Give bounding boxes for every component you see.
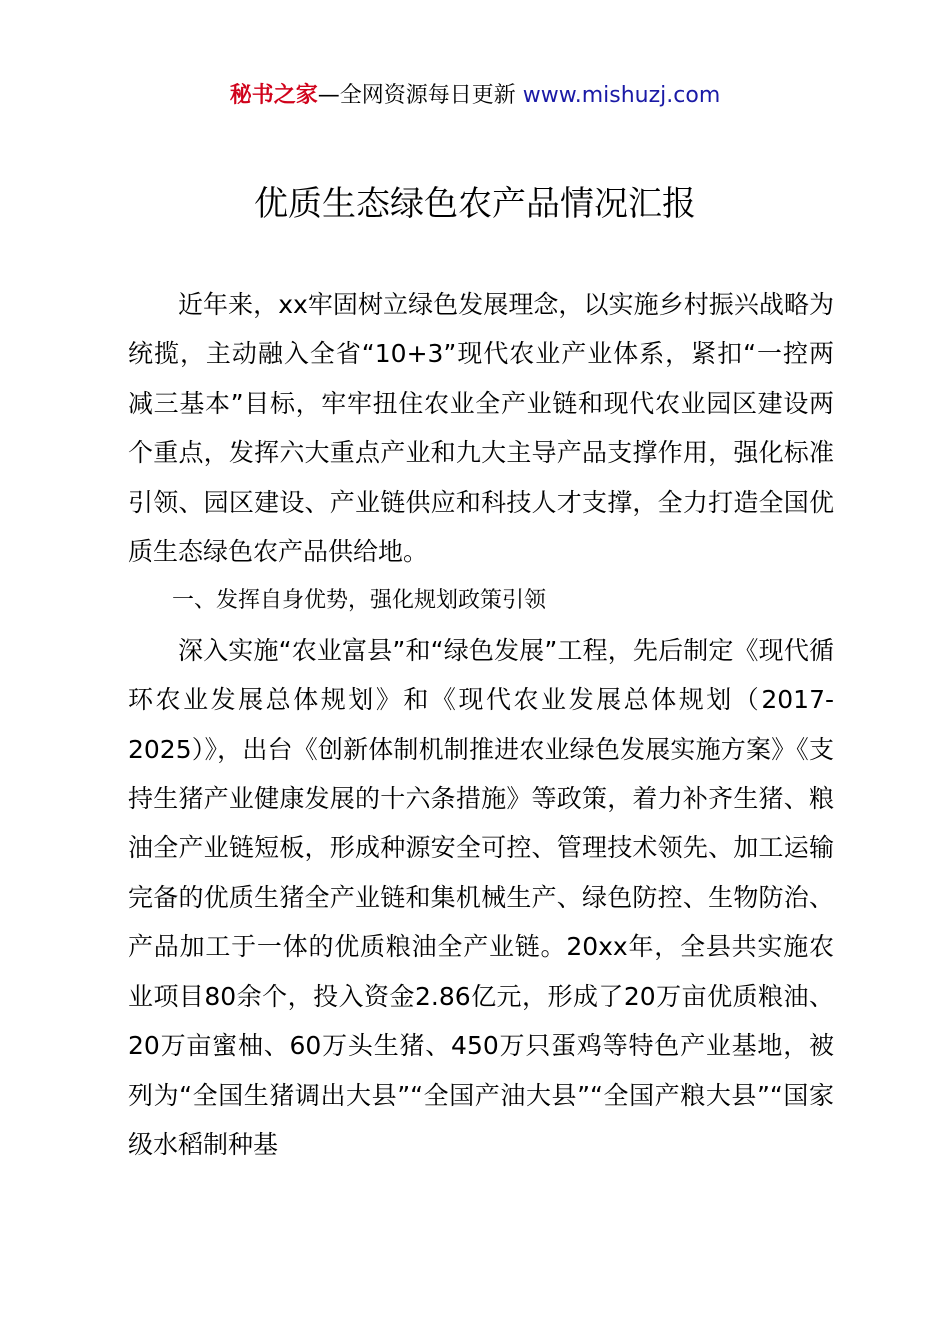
document-body [128,280,834,1169]
section-heading: 一、发挥自身优势，强化规划政策引领 [172,588,547,614]
document-title: 优质生态绿色农产品情况汇报 [254,184,696,224]
section-paragraph: 深入实施“农业富县”和“绿色发展”工程，先后制定《现代循环农业发展总体规划》和《现代农业发展总体规划（2017-2025）》，出台《创新体制机制推进农业绿色发展实施方案》《支持生猪产业健康发展的十六条措施》等政策，着力补齐生猪、粮油全产业链短板，形成种源安全可控、管理技术领先、加工运输完备的优质生猪全产业链和集机械生产、绿色防控、生物防治、产品加工于一体的优质粮油全产业链。20xx年，全县共实施农业项目80余个，投入资金2.86亿元，形成了20万亩优质粮油、20万亩蜜柚、60万头生猪、450万只蛋鸡等特色产业基地，被列为“全国生猪调出大县”“全国产油大县”“全国产粮大县”“国家级水稻制种基 [128,635,834,1159]
brand-name: 秘书之家 [229,83,318,108]
site-url: www.mishuzj.com [515,83,721,108]
header-tagline: —全网资源每日更新 [317,83,516,108]
page-header [0,80,950,112]
intro-paragraph: 近年来，xx牢固树立绿色发展理念，以实施乡村振兴战略为统揽，主动融入全省“10+3”现代农业产业体系，紧扣“一控两减三基本”目标，牢牢扭住农业全产业链和现代农业园区建设两个重点，发挥六大重点产业和九大主导产品支撑作用，强化标准引领、园区建设、产业链供应和科技人才支撑，全力打造全国优质生态绿色农产品供给地。 [128,290,834,567]
